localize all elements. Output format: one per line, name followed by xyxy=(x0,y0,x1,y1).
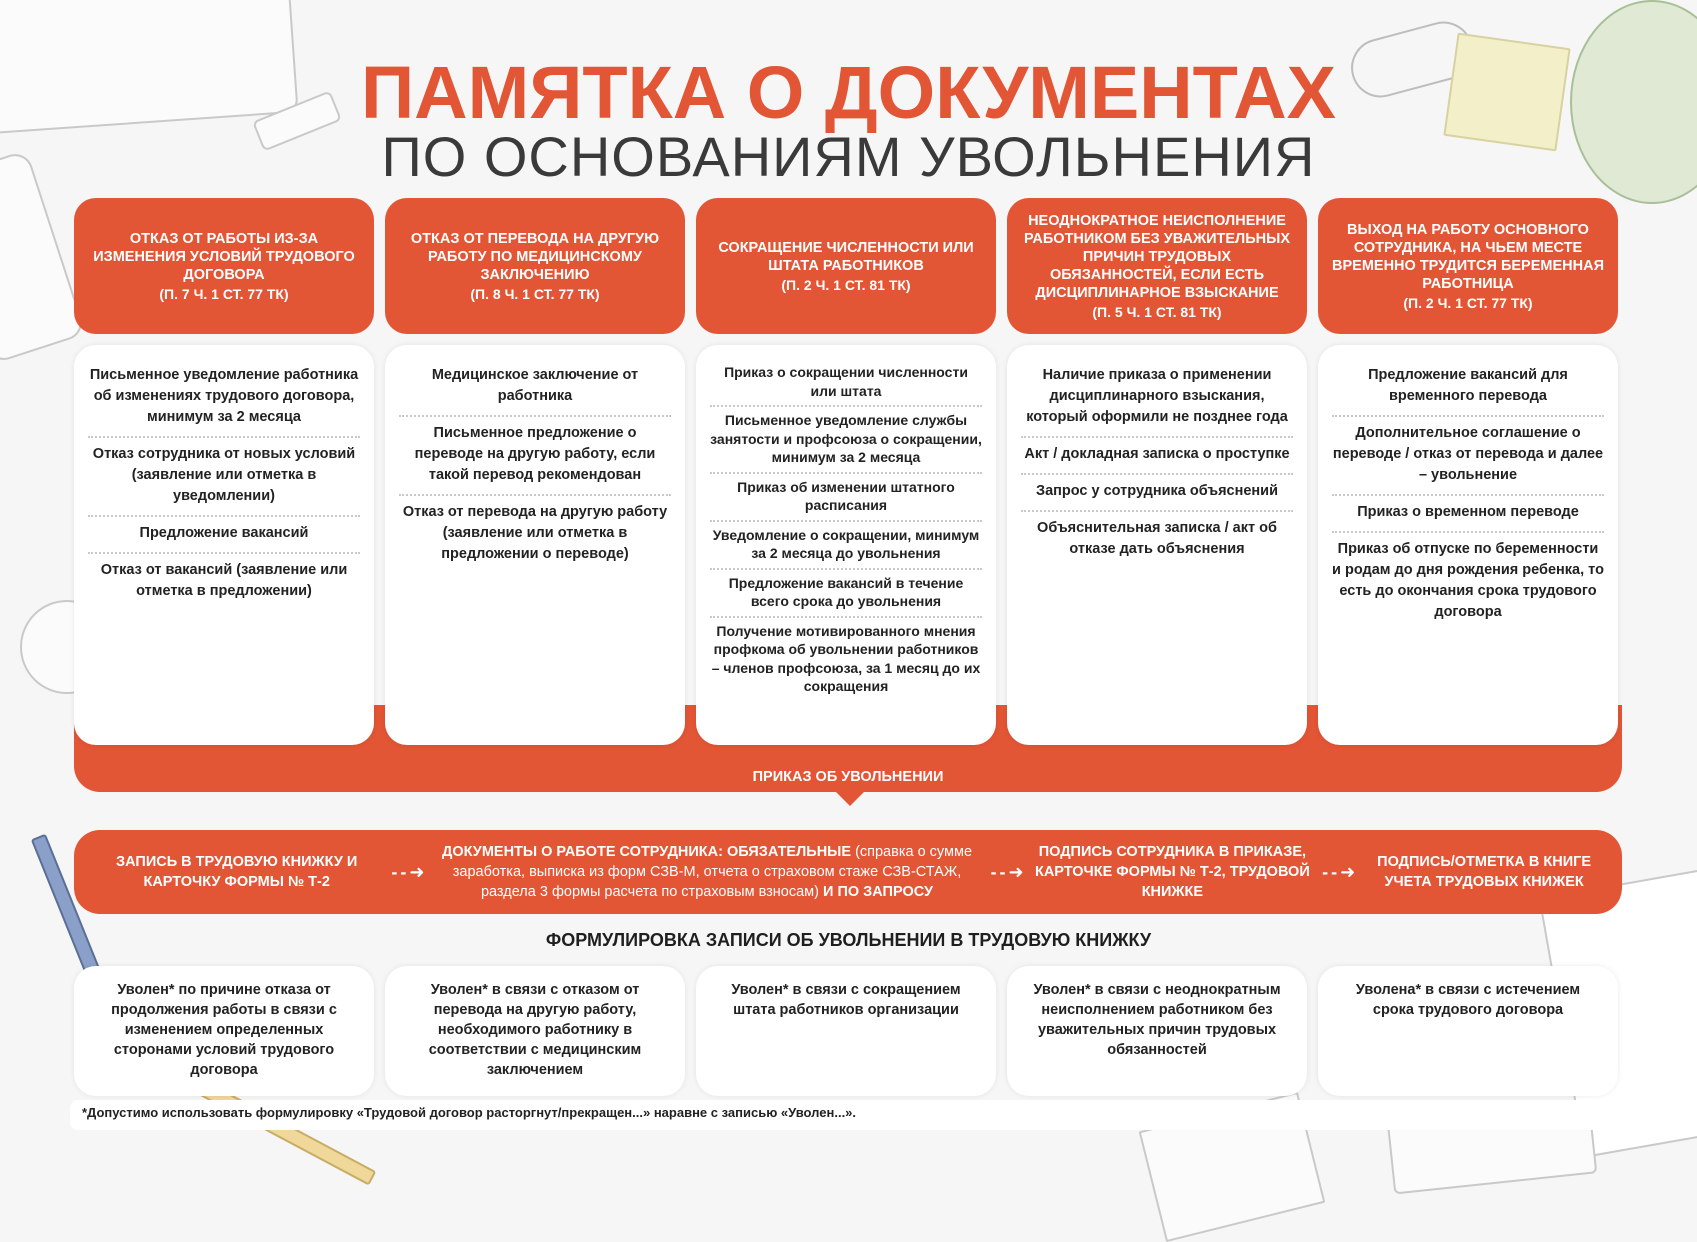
process-step-2-note: (справка о сумме заработка, выписка из форм СЗВ-М, отчета о страховом стаже СЗВ-СТАЖ, раздела 3 формы расчета по страховым взносам) xyxy=(452,844,973,900)
document-item: Запрос у сотрудника объяснений xyxy=(1021,475,1293,512)
arrow-down-icon xyxy=(834,790,866,806)
document-item: Отказ от перевода на другую работу (заявление или отметка в предложении о переводе) xyxy=(402,504,668,562)
column-header-4 xyxy=(1007,198,1307,334)
wording-card-5: Уволена* в связи с истечением срока трудового договора xyxy=(1318,966,1618,1096)
arrow-right-icon: - - ➜ xyxy=(391,861,424,882)
column-header-law: (П. 8 Ч. 1 СТ. 77 ТК) xyxy=(470,285,600,302)
column-header-1 xyxy=(74,198,374,334)
wording-card-4: Уволен* в связи с неоднократным неисполнением работником без уважительных причин трудовых обязанностей xyxy=(1007,966,1307,1096)
document-item: Уведомление о сокращении, минимум за 2 месяца до увольнения xyxy=(710,522,982,570)
column-header-3 xyxy=(696,198,996,334)
document-item: Предложение вакансий xyxy=(88,517,360,554)
process-step-2 xyxy=(429,842,984,902)
document-item: Объяснительная записка / акт об отказе дать объяснения xyxy=(1037,520,1277,557)
column-documents-5 xyxy=(1318,345,1618,745)
column-header-law: (П. 2 Ч. 1 СТ. 77 ТК) xyxy=(1403,294,1533,311)
document-item: Предложение вакансий для временного перевода xyxy=(1332,359,1604,417)
footnote: *Допустимо использовать формулировку «Трудовой договор расторгнут/прекращен...» наравне с записью «Уволен...». xyxy=(70,1100,1625,1130)
wording-section-title: ФОРМУЛИРОВКА ЗАПИСИ ОБ УВОЛЬНЕНИИ В ТРУДОВУЮ КНИЖКУ xyxy=(545,930,1152,950)
column-documents-3 xyxy=(696,345,996,745)
document-item: Наличие приказа о применении дисциплинарного взыскания, который оформили не позднее года xyxy=(1021,359,1293,438)
document-item: Получение мотивированного мнения профкома об увольнении работников – членов профсоюза, за 1 месяц до их сокращения xyxy=(711,622,981,694)
document-item: Медицинское заключение от работника xyxy=(399,359,671,417)
pencil-sketch xyxy=(198,1080,377,1185)
column-header-title: ОТКАЗ ОТ РАБОТЫ ИЗ-ЗА ИЗМЕНЕНИЯ УСЛОВИЙ ТРУДОВОГО ДОГОВОРА xyxy=(93,230,355,283)
arrow-right-icon: - - ➜ xyxy=(990,861,1023,882)
document-item: Отказ от вакансий (заявление или отметка в предложении) xyxy=(100,562,348,599)
document-item: Акт / докладная записка о проступке xyxy=(1021,438,1293,475)
column-documents-4 xyxy=(1007,345,1307,745)
column-header-2 xyxy=(385,198,685,334)
document-item: Приказ об изменении штатного расписания xyxy=(710,474,982,522)
document-item: Письменное предложение о переводе на другую работу, если такой перевод рекомендован xyxy=(399,417,671,496)
process-step-1: ЗАПИСЬ В ТРУДОВУЮ КНИЖКУ И КАРТОЧКУ ФОРМЫ № Т-2 xyxy=(116,854,358,890)
column-documents-1 xyxy=(74,345,374,745)
document-item: Письменное уведомление работника об изменениях трудового договора, минимум за 2 месяца xyxy=(88,359,360,438)
document-item: Письменное уведомление службы занятости и профсоюза о сокращении, минимум за 2 месяца xyxy=(710,407,982,474)
document-item: Предложение вакансий в течение всего срока до увольнения xyxy=(710,570,982,618)
document-item: Приказ о сокращении численности или штата xyxy=(710,359,982,407)
process-step-2-main: ДОКУМЕНТЫ О РАБОТЕ СОТРУДНИКА: ОБЯЗАТЕЛЬНЫЕ xyxy=(441,844,852,860)
column-header-title: НЕОДНОКРАТНОЕ НЕИСПОЛНЕНИЕ РАБОТНИКОМ БЕЗ УВАЖИТЕЛЬНЫХ ПРИЧИН ТРУДОВЫХ ОБЯЗАННОСТЕЙ, ЕСЛИ ЕСТЬ ДИСЦИПЛИНАРНОЕ ВЗЫСКАНИЕ xyxy=(1024,212,1290,301)
wording-card-3: Уволен* в связи с сокращением штата работников организации xyxy=(696,966,996,1096)
wording-card-1: Уволен* по причине отказа от продолжения работы в связи с изменением определенных сторонами условий трудового договора xyxy=(74,966,374,1096)
column-header-title: ОТКАЗ ОТ ПЕРЕВОДА НА ДРУГУЮ РАБОТУ ПО МЕДИЦИНСКОМУ ЗАКЛЮЧЕНИЮ xyxy=(410,230,660,283)
process-step-4: ПОДПИСЬ/ОТМЕТКА В КНИГЕ УЧЕТА ТРУДОВЫХ КНИЖЕК xyxy=(1377,854,1592,890)
document-item: Отказ сотрудника от новых условий (заявление или отметка в уведомлении) xyxy=(88,438,360,517)
column-header-law: (П. 7 Ч. 1 СТ. 77 ТК) xyxy=(159,285,289,302)
document-item: Приказ об отпуске по беременности и родам до дня рождения ребенка, то есть до окончания срока трудового договора xyxy=(1332,541,1604,620)
column-documents-2 xyxy=(385,345,685,745)
column-header-5 xyxy=(1318,198,1618,334)
column-header-title: ВЫХОД НА РАБОТУ ОСНОВНОГО СОТРУДНИКА, НА ЧЬЕМ МЕСТЕ ВРЕМЕННО ТРУДИТСЯ БЕРЕМЕННАЯ РАБОТНИЦА xyxy=(1332,221,1604,292)
process-step-2-tail: И ПО ЗАПРОСУ xyxy=(823,884,934,900)
page-subtitle: ПО ОСНОВАНИЯМ УВОЛЬНЕНИЯ xyxy=(381,125,1316,188)
dismissal-process-flow xyxy=(74,830,1622,914)
column-header-title: СОКРАЩЕНИЕ ЧИСЛЕННОСТИ ИЛИ ШТАТА РАБОТНИКОВ xyxy=(718,239,974,274)
column-header-law: (П. 2 Ч. 1 СТ. 81 ТК) xyxy=(781,276,911,293)
arrow-right-icon: - - ➜ xyxy=(1322,861,1355,882)
page-title: ПАМЯТКА О ДОКУМЕНТАХ xyxy=(360,51,1337,134)
column-header-law: (П. 5 Ч. 1 СТ. 81 ТК) xyxy=(1092,303,1222,320)
dismissal-order-label: ПРИКАЗ ОБ УВОЛЬНЕНИИ xyxy=(752,769,944,785)
document-item: Приказ о временном переводе xyxy=(1332,496,1604,533)
wording-card-2: Уволен* в связи с отказом от перевода на другую работу, необходимого работнику в соответствии с медицинским заключением xyxy=(385,966,685,1096)
process-step-3: ПОДПИСЬ СОТРУДНИКА В ПРИКАЗЕ, КАРТОЧКЕ ФОРМЫ № Т-2, ТРУДОВОЙ КНИЖКЕ xyxy=(1034,844,1310,900)
document-item: Дополнительное соглашение о переводе / отказ от перевода и далее – увольнение xyxy=(1332,417,1604,496)
